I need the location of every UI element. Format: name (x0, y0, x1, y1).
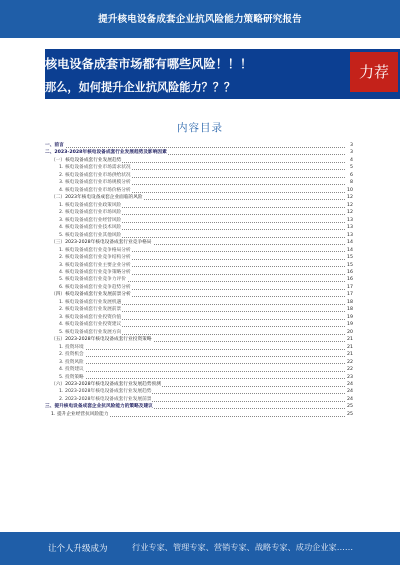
toc-entry-text: 1. 核电设备成套行业政策风险 (59, 202, 122, 208)
toc-leader-dots (59, 349, 345, 350)
toc-entry[interactable] (45, 351, 353, 358)
toc-entry-page: 18 (347, 307, 353, 313)
toc-entry[interactable] (45, 366, 353, 373)
toc-entry-text: 4. 核电设备成套行业竞争策略分析 (59, 269, 131, 275)
toc-entry[interactable] (45, 172, 353, 179)
toc-entry-text: （三）2023-2028年核电设备成套行业竞争格局 (51, 240, 152, 246)
toc-entry-page: 17 (347, 284, 353, 290)
toc-entry-page: 13 (347, 217, 353, 223)
toc-entry[interactable] (45, 336, 353, 343)
toc-entry-text: 2. 2023-2028年核电设备成套行业发展前景 (59, 396, 152, 402)
toc-entry-text: 3. 核电设备成套行业主要企业分析 (59, 262, 131, 268)
toc-entry-text: 6. 核电设备成套行业竞争趋势分析 (59, 284, 131, 290)
toc-leader-dots (59, 378, 345, 379)
toc-entry-page: 8 (350, 180, 353, 186)
toc-entry[interactable] (45, 374, 353, 381)
toc-entry-text: 1. 核电设备成套行业市场需求状况 (59, 165, 131, 171)
toc-entry-page: 24 (347, 389, 353, 395)
toc-entry-page: 24 (347, 382, 353, 387)
toc-entry-page: 25 (347, 411, 353, 417)
toc-entry-page: 21 (347, 352, 353, 358)
toc-entry[interactable] (45, 194, 353, 201)
toc-entry-page: 13 (347, 225, 353, 231)
toc-entry[interactable] (45, 269, 353, 276)
toc-entry-text: 5. 核电设备成套行业竞争力评价 (59, 277, 126, 283)
toc-entry-text: （一）核电设备成套行业发展趋势 (51, 157, 122, 163)
toc-entry-page: 23 (347, 374, 353, 380)
report-title: 提升核电设备成套企业抗风险能力策略研究报告 (98, 14, 302, 25)
toc-entry[interactable] (45, 291, 353, 298)
footer-slogan: 让个人升级成为 (48, 544, 108, 554)
toc-entry-page: 19 (347, 314, 353, 320)
toc-entry-page: 18 (347, 299, 353, 305)
toc-entry-text: 5. 投资策略 (59, 374, 84, 380)
toc-entry-page: 12 (347, 202, 353, 208)
headline-line-2: 那么，如何提升企业抗风险能力？？？ (45, 81, 236, 94)
toc-entry-page: 20 (347, 329, 353, 335)
toc-entry-page: 10 (347, 187, 353, 193)
toc-entry-text: （六）2023-2028年核电设备成套行业发展趋势预测 (51, 382, 161, 387)
toc-entry[interactable] (45, 306, 353, 313)
toc-entry-page: 25 (347, 404, 353, 410)
toc-entry-text: 4. 核电设备成套行业投资建议 (59, 322, 122, 328)
toc-entry-text: （五）2023-2028年核电设备成套行业投资策略 (51, 337, 152, 343)
toc-entry[interactable] (45, 299, 353, 306)
toc-entry-page: 19 (347, 322, 353, 328)
toc-entry-text: （二）2023年核电设备成套企业面临的风险 (51, 195, 143, 201)
toc-entry[interactable] (45, 262, 353, 269)
toc-entry[interactable] (45, 217, 353, 224)
toc-entry-text: 二、2023-2028年核电设备成套行业发展趋势及影响因素 (45, 150, 167, 156)
toc-entry-page: 16 (347, 269, 353, 275)
toc-leader-dots (59, 356, 345, 357)
toc-entry[interactable] (45, 284, 353, 291)
toc-entry-text: 3. 核电设备成套行业投资价值 (59, 314, 122, 320)
toc-entry[interactable] (45, 247, 353, 254)
toc-entry-text: 一、前言 (45, 143, 64, 148)
toc-entry[interactable] (45, 329, 353, 336)
toc-entry-text: 2. 核电设备成套行业市场供给状况 (59, 172, 131, 178)
toc-entry[interactable] (45, 209, 353, 216)
toc-entry[interactable] (45, 388, 353, 395)
toc-entry[interactable] (45, 396, 353, 403)
toc-entry[interactable] (45, 232, 353, 239)
toc-entry-text: 2. 核电设备成套行业市场风险 (59, 210, 122, 216)
toc-entry-text: 3. 核电设备成套行业经营风险 (59, 217, 122, 223)
toc-entry[interactable] (45, 254, 353, 261)
toc-entry[interactable] (45, 239, 353, 246)
toc-entry-page: 22 (347, 367, 353, 373)
toc-entry[interactable] (45, 411, 353, 418)
toc-entry-text: 3. 核电设备成套行业市场规模分析 (59, 180, 131, 186)
toc-entry[interactable] (45, 187, 353, 194)
toc-entry[interactable] (45, 157, 353, 164)
headline-line-1: 核电设备成套市场都有哪些风险！！！ (45, 57, 253, 71)
toc-leader-dots (59, 371, 345, 372)
toc-entry-page: 16 (347, 277, 353, 283)
toc-entry-page: 15 (347, 262, 353, 268)
toc-title: 内容目录 (177, 122, 223, 134)
toc-entry-text: 三、提升核电设备成套企业抗风险能力的策略及建议 (45, 404, 153, 410)
toc-entry-page: 15 (347, 255, 353, 261)
toc-leader-dots (45, 147, 345, 148)
table-of-contents (45, 142, 353, 418)
toc-entry[interactable] (45, 276, 353, 283)
toc-entry[interactable] (45, 359, 353, 366)
headline-banner (45, 49, 400, 99)
toc-entry-text: 1. 2023-2028年核电设备成套行业发展趋势 (59, 389, 152, 395)
toc-entry-text: 4. 投资建议 (59, 367, 84, 373)
toc-entry[interactable] (45, 164, 353, 171)
toc-entry[interactable] (45, 224, 353, 231)
toc-leader-dots (59, 363, 345, 364)
toc-entry[interactable] (45, 344, 353, 351)
toc-entry-page: 13 (347, 232, 353, 238)
toc-entry[interactable] (45, 149, 353, 156)
toc-entry-text: 4. 核电设备成套行业技术风险 (59, 225, 122, 231)
toc-entry-page: 12 (347, 210, 353, 216)
footer-roles: 行业专家、管理专家、营销专家、战略专家、成功企业家…… (132, 542, 354, 552)
toc-entry-page: 17 (347, 292, 353, 298)
footer-bar (0, 532, 400, 565)
header-bar (0, 0, 400, 38)
toc-entry-page: 12 (347, 195, 353, 201)
toc-entry-page: 14 (347, 247, 353, 253)
toc-entry-text: 1. 核电设备成套行业发展机遇 (59, 299, 122, 305)
toc-entry-page: 21 (347, 344, 353, 350)
toc-entry-text: 1. 核电设备成套行业竞争格局分析 (59, 247, 131, 253)
toc-entry-text: 4. 核电设备成套行业市场价格分析 (59, 187, 131, 193)
toc-entry-page: 14 (347, 240, 353, 246)
toc-entry-text: 5. 核电设备成套行业发展方向 (59, 329, 122, 335)
toc-entry-page: 3 (350, 143, 353, 148)
toc-entry-page: 22 (347, 359, 353, 365)
toc-entry-text: 3. 投资风险 (59, 359, 84, 365)
toc-entry[interactable] (45, 314, 353, 321)
toc-entry-text: 2. 核电设备成套行业竞争结构分析 (59, 255, 131, 261)
toc-entry-page: 5 (350, 165, 353, 171)
toc-entry-text: 2. 投资机会 (59, 352, 84, 358)
toc-entry[interactable] (45, 142, 353, 149)
toc-entry[interactable] (45, 321, 353, 328)
toc-entry-text: 1. 投资环境 (59, 344, 84, 350)
toc-entry-page: 6 (350, 172, 353, 178)
toc-entry[interactable] (45, 381, 353, 388)
toc-entry[interactable] (45, 403, 353, 410)
toc-entry-page: 3 (350, 150, 353, 156)
toc-entry-text: （四）核电设备成套行业发展前景分析 (51, 292, 131, 298)
toc-entry-page: 24 (347, 396, 353, 402)
toc-entry-text: 2. 核电设备成套行业发展前景 (59, 307, 122, 313)
toc-entry-page: 4 (350, 157, 353, 163)
toc-entry[interactable] (45, 179, 353, 186)
toc-entry-text: 1. 提升企业经营抗风险能力 (51, 411, 109, 417)
toc-entry-page: 21 (347, 337, 353, 343)
recommend-badge: 力荐 (350, 52, 398, 92)
toc-entry[interactable] (45, 202, 353, 209)
toc-entry-text: 5. 核电设备成套行业其他风险 (59, 232, 122, 238)
